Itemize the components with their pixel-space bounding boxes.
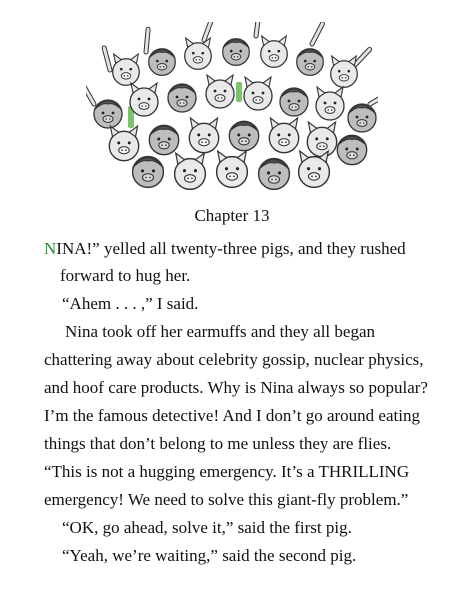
paragraph-line-10: emergency! We need to solve this giant-fly problem.” bbox=[44, 490, 409, 509]
paragraph-line-7: I’m the famous detective! And I don’t go around eating bbox=[44, 406, 420, 425]
pig-bottom-row bbox=[133, 151, 330, 189]
chapter-title: Chapter 13 bbox=[194, 206, 270, 225]
paragraph-line-3: “Ahem . . . ,” I said. bbox=[62, 294, 199, 313]
paragraph-line-6: and hoof care products. Why is Nina always so popular? bbox=[44, 378, 428, 397]
pig-back-row bbox=[113, 36, 358, 87]
paragraph-line-2: forward to hug her. bbox=[60, 266, 191, 285]
paragraph-line-11: “OK, go ahead, solve it,” said the first pig. bbox=[62, 518, 352, 537]
paragraph-line-12: “Yeah, we’re waiting,” said the second pig. bbox=[62, 546, 357, 565]
paragraph-line-1 bbox=[44, 237, 406, 261]
drop-cap: N bbox=[44, 239, 57, 258]
crowd-of-pigs-illustration bbox=[86, 22, 378, 190]
paragraph-line-4: Nina took off her earmuffs and they all began bbox=[65, 322, 375, 341]
paragraph-line-5: chattering away about celebrity gossip, nuclear physics, bbox=[44, 350, 424, 369]
line-text: INA!” yelled all twenty-three pigs, and they rushed bbox=[56, 239, 406, 258]
paragraph-line-8: things that don’t belong to me unless they are flies. bbox=[44, 434, 392, 453]
paragraph-line-9: “This is not a hugging emergency. It’s a THRILLING bbox=[44, 462, 410, 481]
